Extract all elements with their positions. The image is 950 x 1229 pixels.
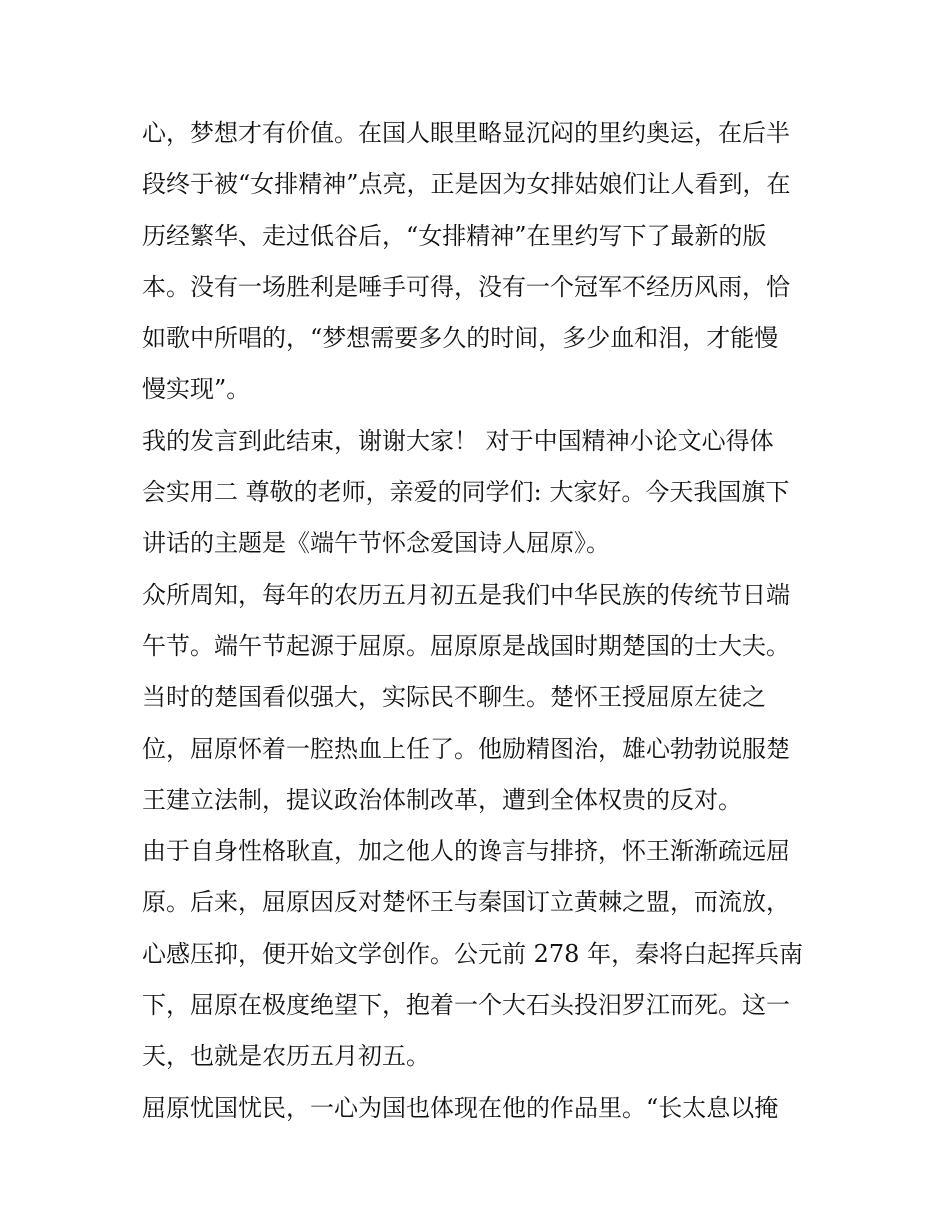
text-line: 如歌中所唱的，“梦想需要多久的时间，多少血和泪，才能慢 (142, 324, 779, 353)
text-line: 讲话的主题是《端午节怀念爱国诗人屈原》。 (142, 529, 610, 558)
text-line: 午节。端午节起源于屈原。屈原原是战国时期楚国的士大夫。 (142, 631, 790, 660)
text-line: 位，屈原怀着一腔热血上任了。他励精图治，雄心勃勃说服楚 (142, 734, 790, 763)
text-line: 众所周知，每年的农历五月初五是我们中华民族的传统节日端 (142, 580, 790, 609)
text-line: 本。没有一场胜利是唾手可得，没有一个冠军不经历风雨，恰 (142, 272, 790, 301)
text-line: 屈原忧国忧民，一心为国也体现在他的作品里。“长太息以掩 (142, 1093, 779, 1122)
text-line: 天，也就是农历五月初五。 (142, 1042, 430, 1071)
text-line: 我的发言到此结束，谢谢大家！ 对于中国精神小论文心得体 (142, 426, 774, 455)
text-line: 当时的楚国看似强大，实际民不聊生。楚怀王授屈原左徒之 (142, 683, 766, 712)
text-line: 心感压抑，便开始文学创作。公元前 278 年，秦将白起挥兵南 (142, 939, 804, 968)
text-line: 原。后来，屈原因反对楚怀王与秦国订立黄棘之盟，而流放， (142, 888, 790, 917)
text-line: 段终于被“女排精神”点亮，正是因为女排姑娘们让人看到，在 (142, 170, 791, 199)
text-line: 王建立法制，提议政治体制改革，遭到全体权贵的反对。 (142, 785, 742, 814)
text-line: 会实用二 尊敬的老师，亲爱的同学们: 大家好。今天我国旗下 (142, 478, 790, 507)
document-body (142, 108, 822, 1134)
text-line: 历经繁华、走过低谷后，“女排精神”在里约写下了最新的版 (142, 221, 767, 250)
text-line: 下，屈原在极度绝望下，抱着一个大石头投汨罗江而死。这一 (142, 991, 790, 1020)
text-line: 由于自身性格耿直，加之他人的谗言与排挤，怀王渐渐疏远屈 (142, 837, 790, 866)
text-line: 慢实现”。 (142, 375, 251, 404)
text-line: 心，梦想才有价值。在国人眼里略显沉闷的里约奥运，在后半 (142, 119, 790, 147)
